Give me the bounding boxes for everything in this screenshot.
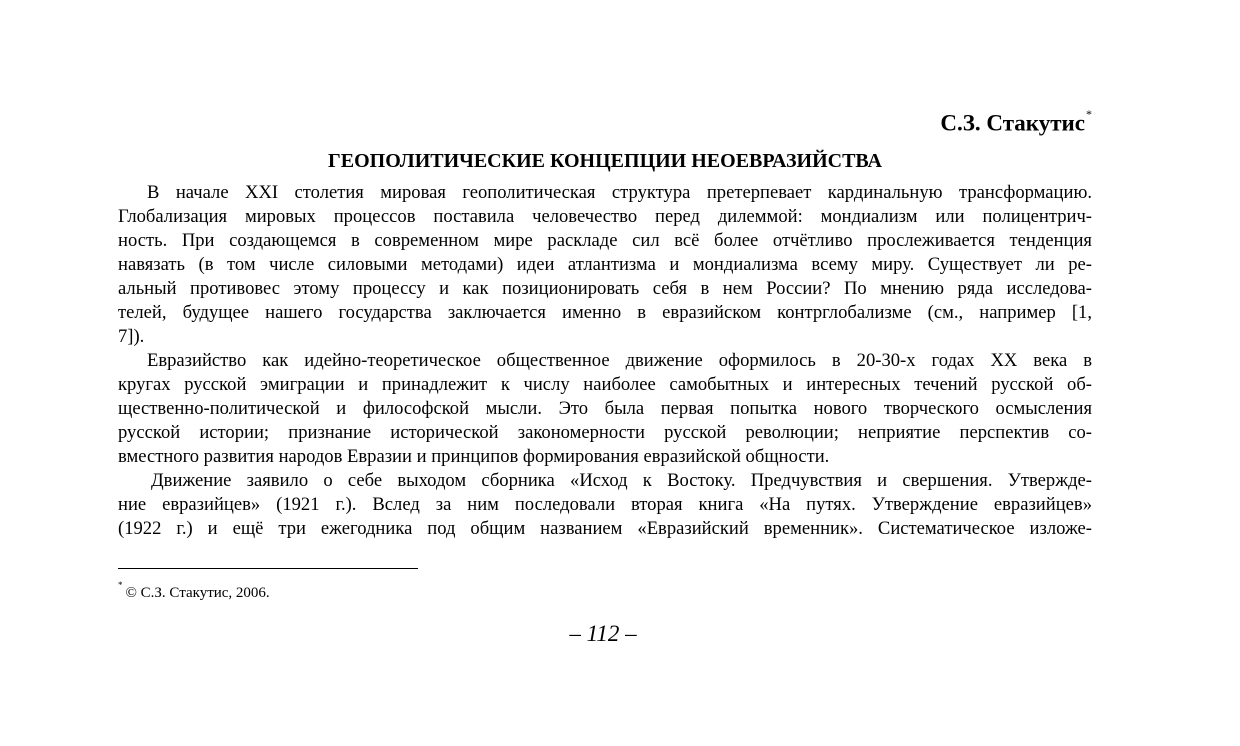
footnote-mark: *	[118, 580, 123, 590]
text-line: Евразийство как идейно-теоретическое общественное движение оформилось в 20-30-х годах XX века в	[147, 350, 1092, 371]
text-line: ние евразийцев» (1921 г.). Вслед за ним последовали вторая книга «На путях. Утверждение евразийцев»	[118, 494, 1092, 515]
text-line: Движение заявило о себе выходом сборника «Исход к Востоку. Предчувствия и свершения. Утвержде-	[151, 470, 1092, 491]
page-number: – 112 –	[569, 621, 637, 646]
text-line: 7]).	[118, 326, 145, 347]
paragraph	[118, 181, 1092, 349]
footnote-separator	[118, 568, 418, 569]
text-line: ность. При создающемся в современном мире раскладе сил всё более отчётливо прослеживается тенденция	[118, 230, 1092, 251]
paragraph	[118, 469, 1092, 541]
author-footnote-mark: *	[1086, 107, 1092, 121]
text-line: русской истории; признание исторической закономерности русской революции; неприятие перспектив со-	[118, 422, 1092, 443]
text-line: В начале XXI столетия мировая геополитическая структура претерпевает кардинальную трансформацию.	[147, 182, 1092, 203]
footnote	[118, 578, 270, 603]
text-line: Глобализация мировых процессов поставила человечество перед дилеммой: мондиализм или полицентрич-	[118, 206, 1092, 227]
author-name-text: С.З. Стакутис	[940, 110, 1085, 136]
paragraph	[118, 349, 1092, 469]
article-title: ГЕОПОЛИТИЧЕСКИЕ КОНЦЕПЦИИ НЕОЕВРАЗИЙСТВА	[328, 150, 882, 172]
text-line: щественно-политической и философской мысли. Это была первая попытка нового творческого осмысления	[118, 398, 1092, 419]
article-body	[118, 181, 1092, 541]
text-line: вместного развития народов Евразии и принципов формирования евразийской общности.	[118, 446, 830, 467]
author-name	[940, 104, 1092, 138]
footnote-text: © С.З. Стакутис, 2006.	[125, 585, 270, 601]
text-line: альный противовес этому процессу и как позиционировать себя в нем России? По мнению ряда исследова-	[118, 278, 1092, 299]
text-line: телей, будущее нашего государства заключается именно в евразийском контрглобализме (см., например [1,	[118, 302, 1092, 323]
text-line: навязать (в том числе силовыми методами) идеи атлантизма и мондиализма всему миру. Существует ли ре-	[118, 254, 1092, 275]
text-line: (1922 г.) и ещё три ежегодника под общим названием «Евразийский временник». Систематическое изложе-	[118, 518, 1092, 539]
text-line: кругах русской эмиграции и принадлежит к числу наиболее самобытных и интересных течений русской об-	[118, 374, 1092, 395]
